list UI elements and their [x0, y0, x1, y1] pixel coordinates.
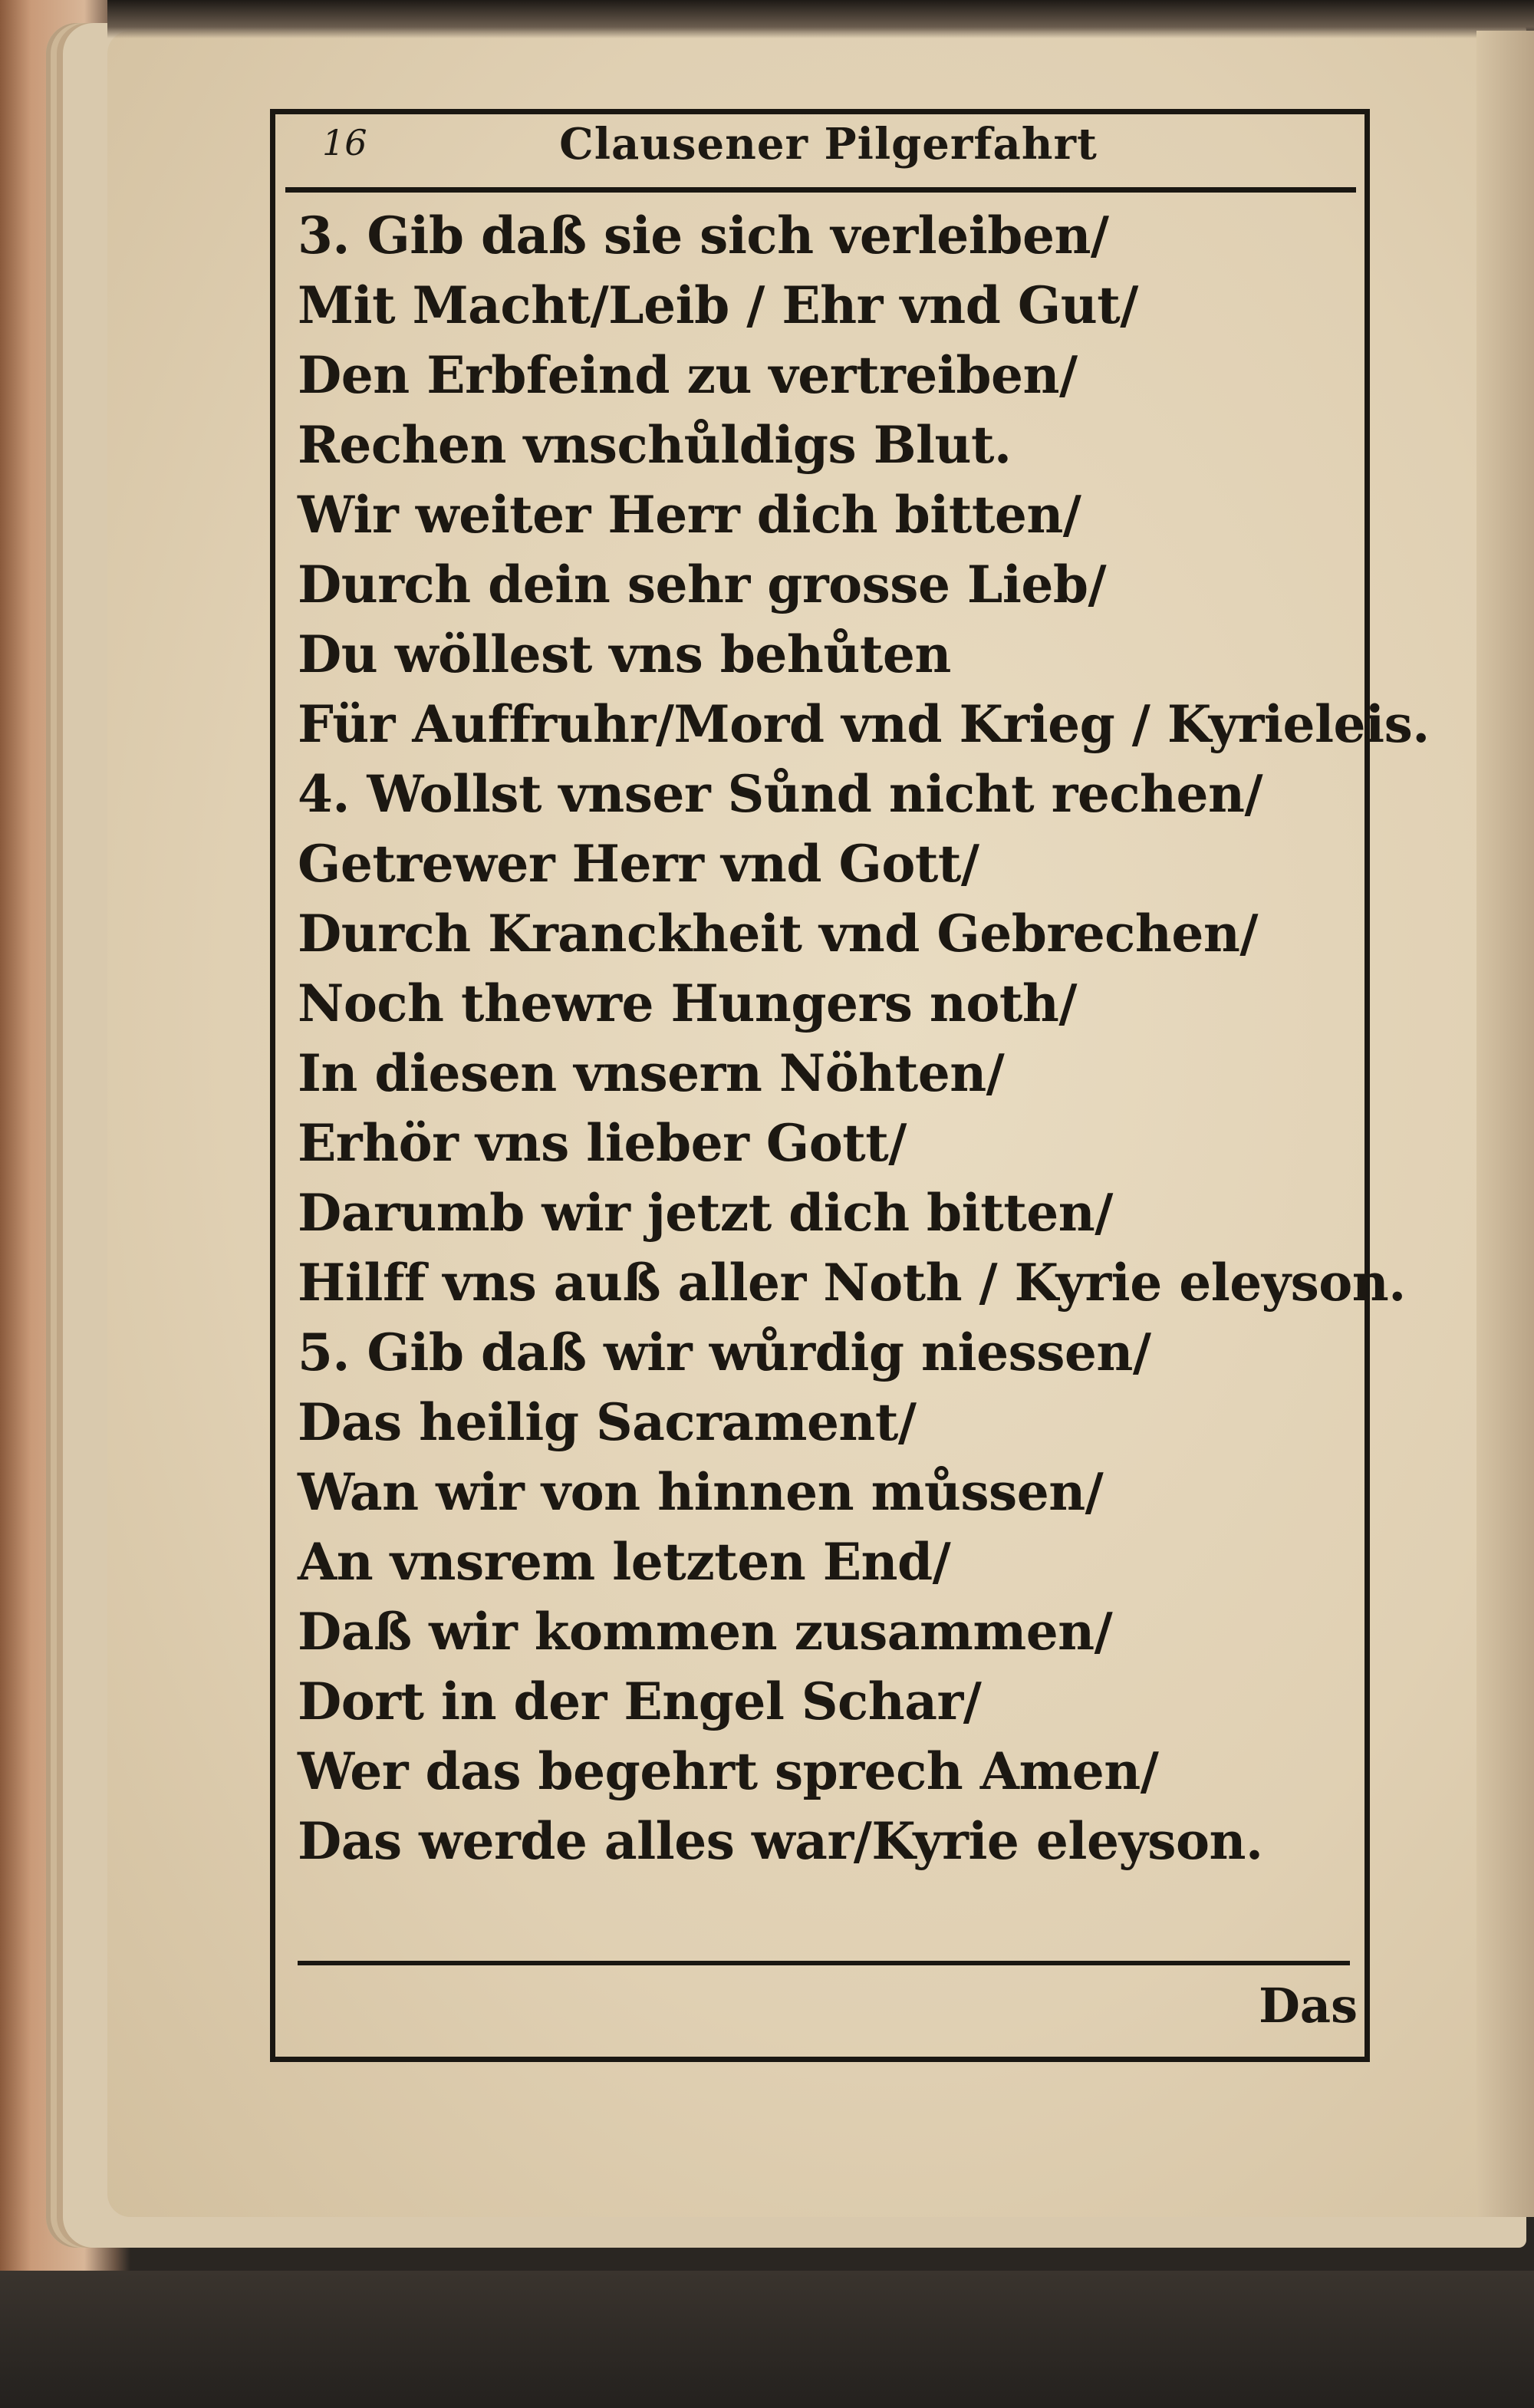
verse-line: Noch thewre Hungers noth/ — [298, 973, 1077, 1033]
verse-line: Getrewer Herr vnd Gott/ — [298, 834, 979, 894]
verse-line: Darumb wir jetzt dich bitten/ — [298, 1183, 1113, 1243]
header-rule — [285, 187, 1356, 193]
top-shadow — [107, 0, 1534, 38]
verse-line: Daß wir kommen zusammen/ — [298, 1602, 1113, 1662]
verse-line: In diesen vnsern Nöhten/ — [298, 1043, 1005, 1103]
next-page-edge — [1476, 31, 1534, 2217]
footer-rule — [298, 1961, 1350, 1965]
catchword: Das — [1259, 1978, 1358, 2034]
verse-line: Du wöllest vns behůten — [298, 624, 951, 684]
verse-line: Wer das begehrt sprech Amen/ — [298, 1741, 1159, 1801]
page-number: 16 — [322, 122, 367, 163]
verse-line: An vnsrem letzten End/ — [298, 1532, 951, 1592]
running-head — [299, 119, 1358, 180]
verse-line: Den Erbfeind zu vertreiben/ — [298, 345, 1078, 405]
verse-line: 3. Gib daß sie sich verleiben/ — [298, 206, 1109, 265]
verse-line: Wan wir von hinnen můssen/ — [298, 1462, 1104, 1522]
verse-line: Hilff vns auß aller Noth / Kyrie eleyson. — [298, 1253, 1406, 1313]
running-title: Clausener Pilgerfahrt — [559, 119, 1098, 170]
verse-line: Dort in der Engel Schar/ — [298, 1672, 982, 1731]
verse-line: Mit Macht/Leib / Ehr vnd Gut/ — [298, 275, 1138, 335]
hymn-text — [298, 201, 1430, 1876]
verse-line: Für Auffruhr/Mord vnd Krieg / Kyrieleis. — [298, 694, 1430, 754]
verse-line: 5. Gib daß wir wůrdig niessen/ — [298, 1323, 1151, 1382]
verse-line: Durch Kranckheit vnd Gebrechen/ — [298, 904, 1258, 964]
background-surface — [0, 2271, 1534, 2408]
verse-line: Rechen vnschůldigs Blut. — [298, 415, 1012, 475]
verse-line: 4. Wollst vnser Sůnd nicht rechen/ — [298, 764, 1263, 824]
verse-line: Das heilig Sacrament/ — [298, 1392, 917, 1452]
verse-line: Das werde alles war/Kyrie eleyson. — [298, 1811, 1263, 1871]
verse-line: Wir weiter Herr dich bitten/ — [298, 485, 1081, 545]
verse-line: Durch dein sehr grosse Lieb/ — [298, 555, 1107, 614]
verse-line: Erhör vns lieber Gott/ — [298, 1113, 907, 1173]
